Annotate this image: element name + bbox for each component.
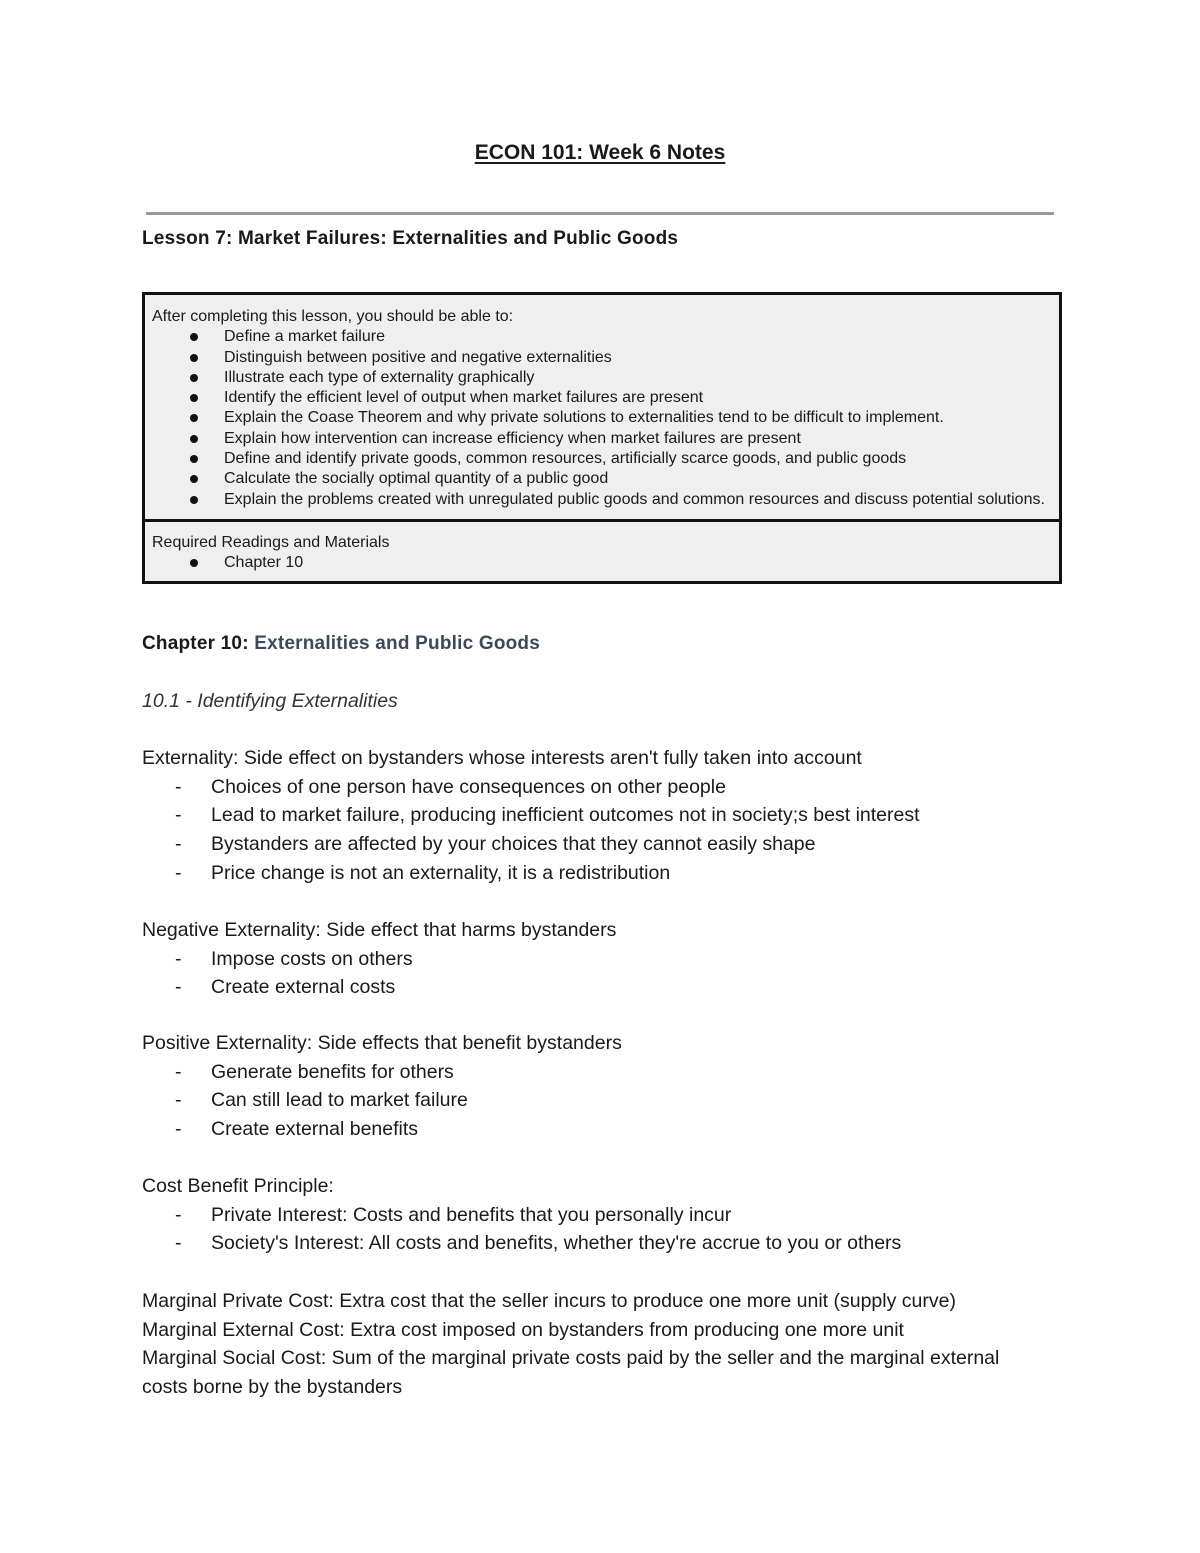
objective-item: [152, 490, 1051, 510]
list-item-text: Impose costs on others: [211, 947, 413, 970]
dash-marker: -: [175, 1203, 182, 1226]
cost-benefit-block: [142, 1172, 1062, 1258]
objective-item: [152, 408, 1051, 428]
chapter-title: [142, 633, 540, 655]
dash-list: [142, 773, 1062, 888]
bullet-icon: [190, 496, 198, 504]
bullet-icon: [190, 394, 198, 402]
objective-item: [152, 469, 1051, 489]
objective-text: Distinguish between positive and negative externalities: [224, 348, 612, 366]
list-item-text: Generate benefits for others: [211, 1060, 454, 1083]
bullet-icon: [190, 559, 198, 567]
objectives-list: [152, 327, 1051, 510]
list-item: [142, 1229, 1062, 1258]
objective-text: Explain how intervention can increase efficiency when market failures are present: [224, 429, 801, 447]
bullet-icon: [190, 354, 198, 362]
bullet-icon: [190, 414, 198, 422]
negative-externality-block: [142, 916, 1062, 1002]
definition-line: Marginal Private Cost: Extra cost that the seller incurs to produce one more unit (supply curve): [142, 1290, 956, 1312]
dash-list: [142, 1058, 1062, 1144]
document-title: ECON 101: Week 6 Notes: [474, 141, 726, 164]
reading-item: [152, 553, 1051, 573]
dash-marker: -: [175, 1232, 182, 1255]
bullet-icon: [190, 455, 198, 463]
block-lead: Cost Benefit Principle:: [142, 1175, 334, 1197]
list-item: [142, 859, 1062, 888]
dash-marker: -: [175, 775, 182, 798]
section-heading: 10.1 - Identifying Externalities: [142, 690, 398, 712]
dash-marker: -: [175, 1089, 182, 1112]
dash-list: [142, 1201, 1062, 1258]
definitions-block: [142, 1287, 1047, 1402]
bullet-icon: [190, 374, 198, 382]
positive-externality-block: [142, 1029, 1062, 1144]
list-item-text: Lead to market failure, producing inefficient outcomes not in society;s best interest: [211, 804, 920, 827]
dash-marker: -: [175, 1060, 182, 1083]
bullet-icon: [190, 475, 198, 483]
list-item-text: Price change is not an externality, it is a redistribution: [211, 861, 671, 884]
objectives-box: [142, 292, 1062, 584]
list-item-text: Society's Interest: All costs and benefits, whether they're accrue to you or others: [211, 1232, 902, 1255]
dash-marker: -: [175, 1118, 182, 1141]
objective-text: Illustrate each type of externality graphically: [224, 368, 535, 386]
chapter-name: Externalities and Public Goods: [254, 633, 541, 654]
list-item: [142, 773, 1062, 802]
dash-marker: -: [175, 804, 182, 827]
dash-marker: -: [175, 976, 182, 999]
objective-text: Explain the Coase Theorem and why private solutions to externalities tend to be difficult to implement.: [224, 409, 944, 427]
list-item: [142, 945, 1062, 974]
list-item-text: Can still lead to market failure: [211, 1089, 468, 1112]
objective-item: [152, 348, 1051, 368]
chapter-prefix: Chapter 10:: [142, 633, 255, 654]
objective-item: [152, 388, 1051, 408]
list-item-text: Bystanders are affected by your choices that they cannot easily shape: [211, 833, 816, 856]
objective-item: [152, 449, 1051, 469]
definition-line: Marginal Social Cost: Sum of the marginal private costs paid by the seller and the marginal external costs borne by the bystanders: [142, 1347, 1000, 1399]
horizontal-rule: [146, 212, 1054, 215]
lesson-title: Lesson 7: Market Failures: Externalities and Public Goods: [142, 228, 679, 249]
dash-marker: -: [175, 947, 182, 970]
definition-line: Marginal External Cost: Extra cost imposed on bystanders from producing one more unit: [142, 1318, 904, 1341]
dash-marker: -: [175, 833, 182, 856]
readings-heading: Required Readings and Materials: [152, 533, 390, 551]
list-item: [142, 830, 1062, 859]
block-lead: Positive Externality: Side effects that benefit bystanders: [142, 1032, 622, 1054]
list-item: [142, 973, 1062, 1002]
list-item-text: Private Interest: Costs and benefits that you personally incur: [211, 1203, 732, 1226]
objective-text: Explain the problems created with unregulated public goods and common resources and discuss potential solutions.: [224, 490, 1045, 508]
bullet-icon: [190, 333, 198, 341]
list-item-text: Choices of one person have consequences on other people: [211, 775, 726, 798]
dash-list: [142, 945, 1062, 1002]
list-item: [142, 1086, 1062, 1115]
list-item: [142, 801, 1062, 830]
reading-text: Chapter 10: [224, 554, 304, 572]
list-item: [142, 1115, 1062, 1144]
dash-marker: -: [175, 861, 182, 884]
list-item-text: Create external costs: [211, 976, 396, 999]
objective-text: Calculate the socially optimal quantity of a public good: [224, 470, 609, 488]
objective-text: Define and identify private goods, common resources, artificially scarce goods, and public goods: [224, 450, 907, 468]
objective-item: [152, 327, 1051, 347]
readings-section: [145, 519, 1059, 581]
bullet-icon: [190, 435, 198, 443]
objective-text: Define a market failure: [224, 328, 385, 346]
externality-block: [142, 744, 1062, 888]
readings-list: [152, 553, 1051, 573]
list-item: [142, 1201, 1062, 1230]
block-lead: Externality: Side effect on bystanders whose interests aren't fully taken into account: [142, 747, 862, 769]
objective-item: [152, 368, 1051, 388]
objectives-intro: After completing this lesson, you should be able to:: [152, 308, 514, 325]
objective-item: [152, 429, 1051, 449]
objective-text: Identify the efficient level of output when market failures are present: [224, 389, 704, 407]
list-item: [142, 1058, 1062, 1087]
block-lead: Negative Externality: Side effect that harms bystanders: [142, 919, 617, 941]
list-item-text: Create external benefits: [211, 1118, 419, 1141]
objectives-section: [145, 295, 1059, 519]
